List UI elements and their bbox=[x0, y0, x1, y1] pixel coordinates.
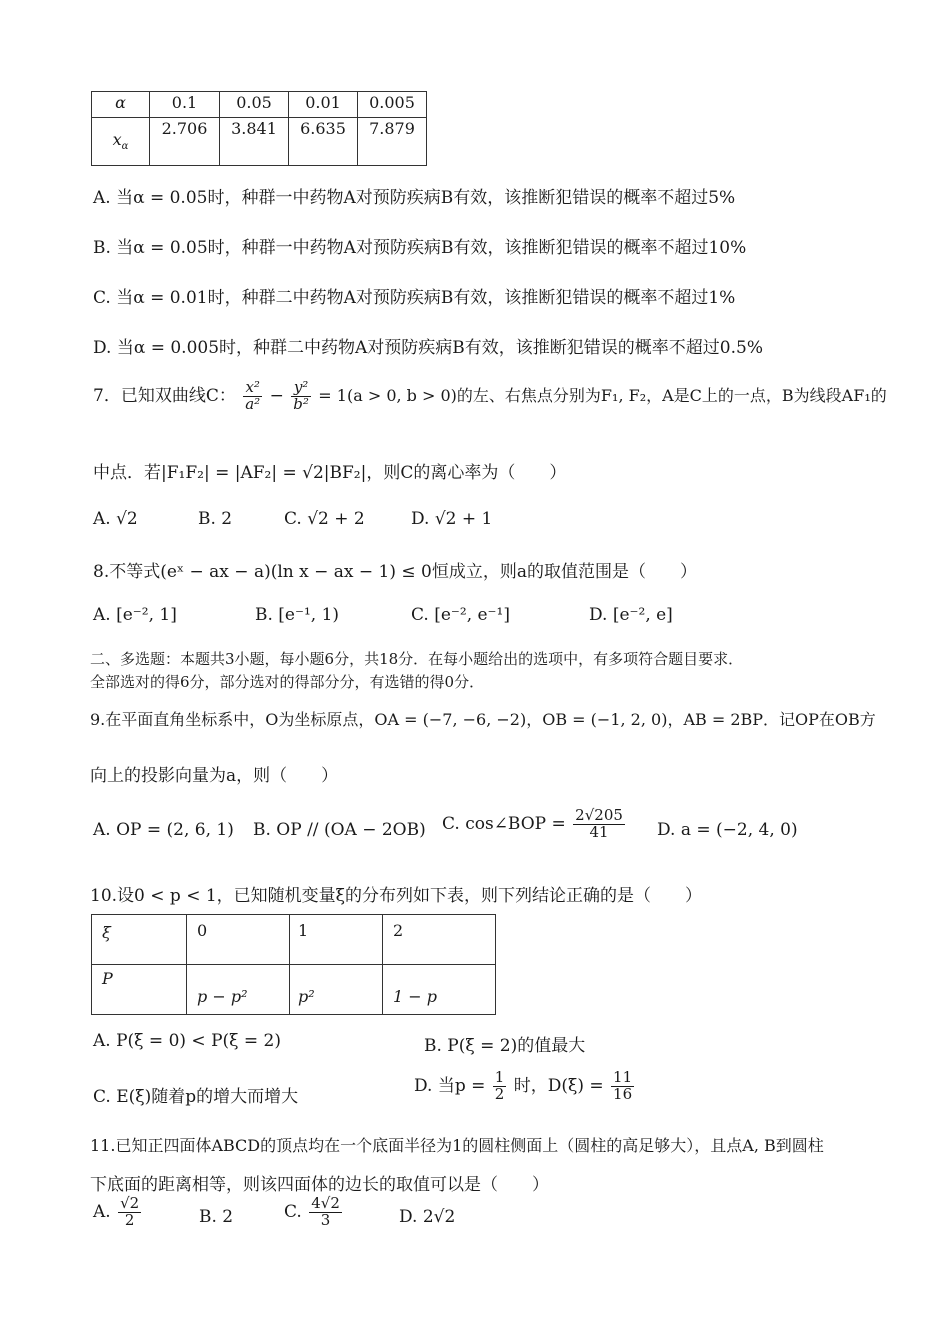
q7-option-b: B. 2 bbox=[198, 509, 233, 529]
table-cell: 0 bbox=[187, 915, 290, 965]
table-cell: $x_\alpha$ bbox=[92, 118, 150, 166]
table-cell: 0.1 bbox=[150, 92, 220, 118]
q7-stem-line1 bbox=[93, 380, 887, 413]
q10-option-c: C. E(ξ)随着p的增大而增大 bbox=[93, 1087, 299, 1107]
q10-option-a: A. P(ξ = 0) < P(ξ = 2) bbox=[93, 1031, 282, 1051]
fraction: $\frac{\text{y²}}{\text{b²}}$ bbox=[293, 378, 309, 413]
table-cell: 3.841 bbox=[220, 118, 289, 166]
fraction: $\frac{\text{x²}}{\text{a²}}$ bbox=[245, 378, 261, 413]
table-row bbox=[92, 915, 496, 965]
q11-option-b: B. 2 bbox=[199, 1207, 234, 1227]
q7-option-c: C. √2 + 2 bbox=[284, 509, 365, 529]
fraction: $\frac{1}{2}$ bbox=[494, 1068, 505, 1103]
q7-stem-post: = 1(a > 0, b > 0)的左、右焦点分别为F₁, F₂，A是C上的一点，B为线段AF₁的 bbox=[318, 385, 887, 405]
fraction: $\frac{√2}{2}$ bbox=[120, 1194, 140, 1229]
q10-option-b: B. P(ξ = 2)的值最大 bbox=[424, 1036, 586, 1056]
table-cell: 6.635 bbox=[289, 118, 358, 166]
table-cell: 0.05 bbox=[220, 92, 289, 118]
q6-option-b: B. 当α = 0.05时，种群一中药物A对预防疾病B有效，该推断犯错误的概率不超过10% bbox=[93, 238, 747, 258]
table-cell: 2.706 bbox=[150, 118, 220, 166]
q11-option-c: C. $\frac{4√2}{3}$ bbox=[284, 1194, 340, 1229]
q10-stem: 10.设0 < p < 1，已知随机变量ξ的分布列如下表，则下列结论正确的是（ ） bbox=[90, 886, 703, 906]
q9-stem-line2: 向上的投影向量为a，则（ ） bbox=[90, 766, 339, 786]
table-cell: 1 bbox=[290, 915, 383, 965]
q9-stem-line1: 9.在平面直角坐标系中，O为坐标原点，OA = (−7, −6, −2)，OB = (−1, 2, 0)，AB = 2BP．记OP在OB方 bbox=[90, 710, 876, 729]
q10-option-d: D. 当p = $\frac{1}{2}$ 时，D(ξ) = $\frac{11}{16}$ bbox=[414, 1068, 633, 1103]
table-cell: 0.01 bbox=[289, 92, 358, 118]
q9-option-a: A. OP = (2, 6, 1) bbox=[93, 820, 234, 840]
table-row bbox=[92, 965, 496, 1015]
q11-stem-line1: 11.已知正四面体ABCD的顶点均在一个底面半径为1的圆柱侧面上（圆柱的高足够大），且点A, B到圆柱 bbox=[90, 1136, 824, 1155]
table-cell: α bbox=[92, 92, 150, 118]
distribution-table bbox=[91, 914, 496, 1015]
q8-option-a: A. [e⁻², 1] bbox=[93, 605, 177, 625]
minus-sign: − bbox=[269, 385, 284, 406]
fraction: $\frac{11}{16}$ bbox=[613, 1068, 633, 1103]
q6-option-d: D. 当α = 0.005时，种群二中药物A对预防疾病B有效，该推断犯错误的概率不超过0.5% bbox=[93, 338, 763, 358]
table-row bbox=[92, 92, 427, 118]
q8-stem: 8.不等式(eˣ − ax − a)(ln x − ax − 1) ≤ 0恒成立，则a的取值范围是（ ） bbox=[93, 562, 697, 582]
q9-option-b: B. OP // (OA − 2OB) bbox=[253, 820, 426, 840]
table-cell: 1 − p bbox=[383, 965, 496, 1015]
q7-stem-pre: 7．已知双曲线C： bbox=[93, 385, 236, 406]
q11-stem-line2: 下底面的距离相等，则该四面体的边长的取值可以是（ ） bbox=[90, 1175, 549, 1195]
fraction: $\frac{2√205}{41}$ bbox=[575, 806, 623, 841]
q6-option-c: C. 当α = 0.01时，种群二中药物A对预防疾病B有效，该推断犯错误的概率不超过1% bbox=[93, 288, 736, 308]
table-cell: ξ bbox=[92, 915, 187, 965]
q9-option-c: C. cos∠BOP = $\frac{2√205}{41}$ bbox=[442, 806, 623, 841]
table-cell: 0.005 bbox=[358, 92, 427, 118]
table-row bbox=[92, 118, 427, 166]
q9-option-d: D. a = (−2, 4, 0) bbox=[657, 820, 798, 840]
q8-option-d: D. [e⁻², e] bbox=[589, 605, 673, 625]
q8-option-c: C. [e⁻², e⁻¹] bbox=[411, 605, 510, 625]
table-cell: P bbox=[92, 965, 187, 1015]
alpha-critical-table bbox=[91, 91, 427, 166]
q7-option-a: A. √2 bbox=[93, 509, 138, 529]
table-cell: p − p² bbox=[187, 965, 290, 1015]
table-cell: 7.879 bbox=[358, 118, 427, 166]
q11-option-d: D. 2√2 bbox=[399, 1207, 456, 1227]
q7-option-d: D. √2 + 1 bbox=[411, 509, 493, 529]
q11-option-a: A. $\frac{√2}{2}$ bbox=[93, 1194, 140, 1229]
fraction: $\frac{4√2}{3}$ bbox=[311, 1194, 340, 1229]
q8-option-b: B. [e⁻¹, 1) bbox=[255, 605, 340, 625]
table-cell: 2 bbox=[383, 915, 496, 965]
section2-line2: 全部选对的得6分，部分选对的得部分分，有选错的得0分． bbox=[90, 673, 485, 691]
table-cell: p² bbox=[290, 965, 383, 1015]
q7-stem-line2: 中点．若|F₁F₂| = |AF₂| = √2|BF₂|，则C的离心率为（ ） bbox=[93, 463, 567, 483]
q6-option-a: A. 当α = 0.05时，种群一中药物A对预防疾病B有效，该推断犯错误的概率不超过5% bbox=[93, 188, 736, 208]
section2-line1: 二、多选题：本题共3小题，每小题6分，共18分．在每小题给出的选项中，有多项符合题目要求． bbox=[90, 650, 744, 668]
